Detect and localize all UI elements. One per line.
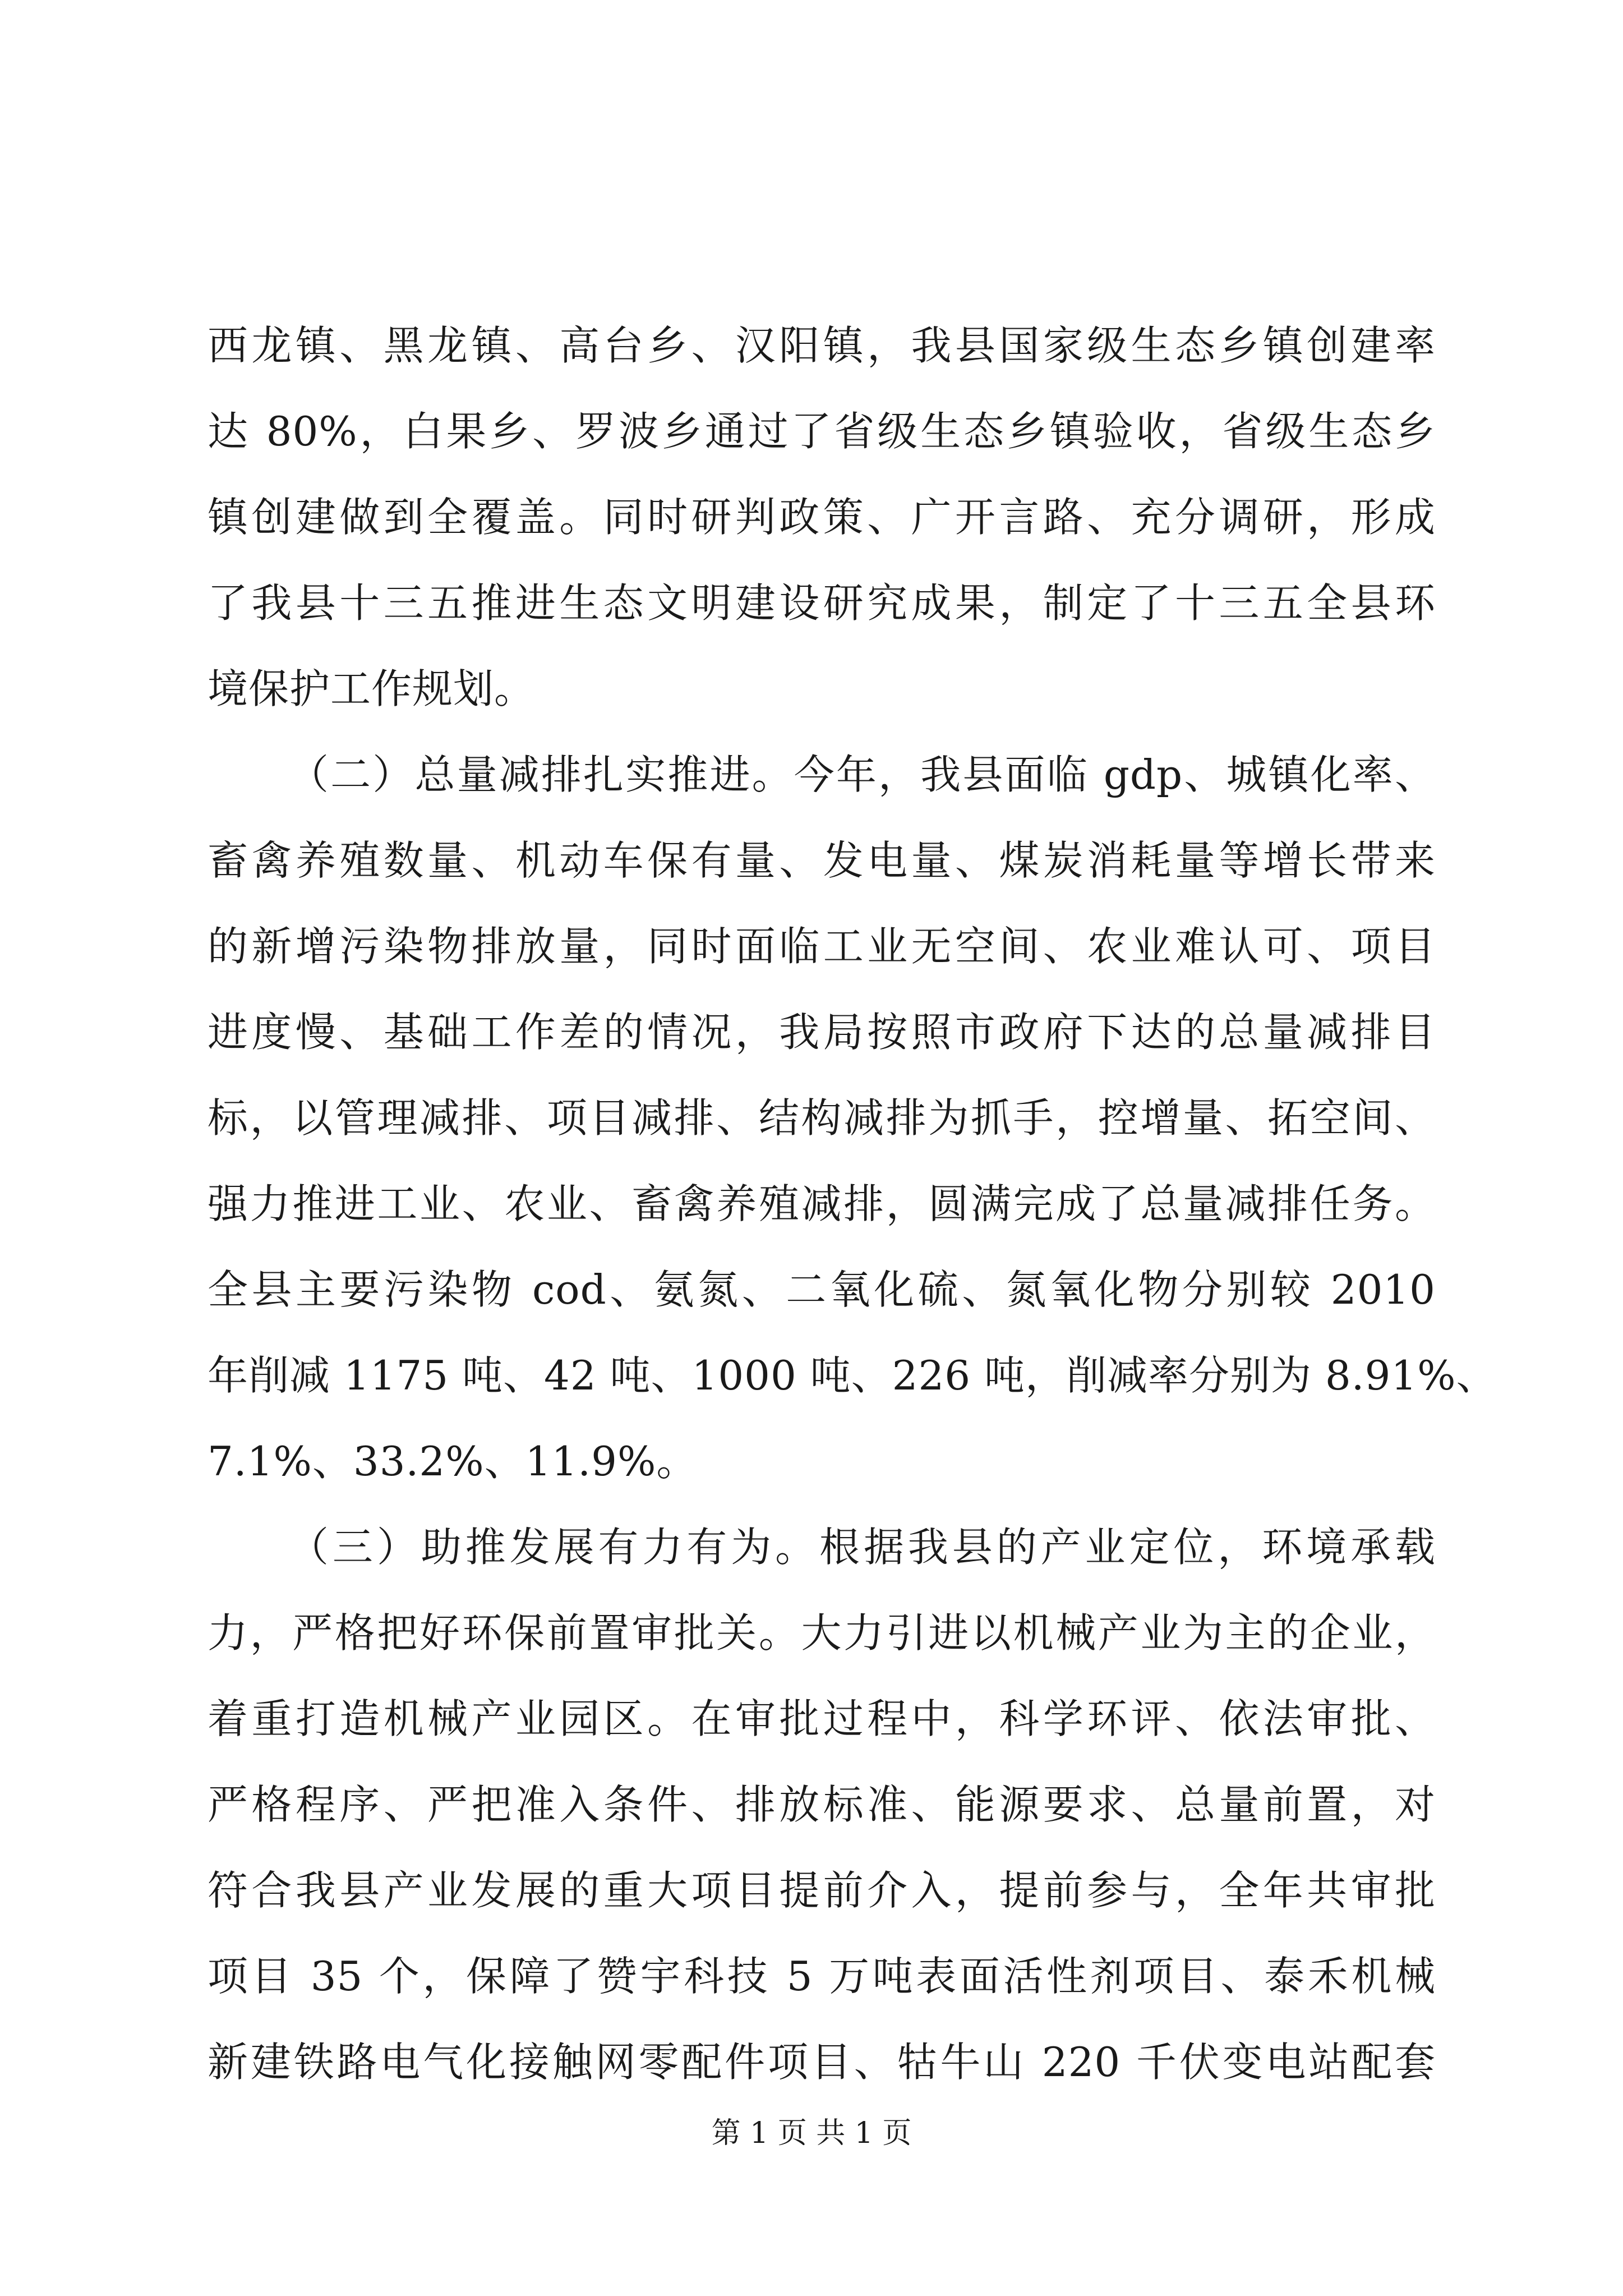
- section-heading-line: （二）总量减排扎实推进。今年，我县面临 gdp、城镇化率、: [288, 751, 1436, 798]
- text-line: 7.1%、33.2%、11.9%。: [208, 1438, 698, 1485]
- text-line: 年削减 1175 吨、42 吨、1000 吨、226 吨，削减率分别为 8.91%、: [208, 1352, 1497, 1399]
- text-line: 力，严格把好环保前置审批关。大力引进以机械产业为主的企业，: [208, 1609, 1436, 1657]
- document-body: [208, 303, 1497, 2105]
- text-line: 镇创建做到全覆盖。同时研判政策、广开言路、充分调研，形成: [208, 494, 1436, 541]
- text-line: 境保护工作规划。: [208, 665, 536, 712]
- text-line: 新建铁路电气化接触网零配件项目、牯牛山 220 千伏变电站配套: [208, 2039, 1436, 2086]
- text-line: 西龙镇、黑龙镇、高台乡、汉阳镇，我县国家级生态乡镇创建率: [208, 322, 1436, 369]
- text-line: 符合我县产业发展的重大项目提前介入，提前参与，全年共审批: [208, 1867, 1436, 1914]
- text-line: 进度慢、基础工作差的情况，我局按照市政府下达的总量减排目: [208, 1009, 1436, 1056]
- text-line: 达 80%，白果乡、罗波乡通过了省级生态乡镇验收，省级生态乡: [208, 408, 1436, 455]
- section-heading-line: （三）助推发展有力有为。根据我县的产业定位，环境承载: [288, 1524, 1436, 1571]
- text-line: 标，以管理减排、项目减排、结构减排为抓手，控增量、拓空间、: [208, 1094, 1436, 1142]
- text-line: 的新增污染物排放量，同时面临工业无空间、农业难认可、项目: [208, 923, 1436, 970]
- text-line: 了我县十三五推进生态文明建设研究成果，制定了十三五全县环: [208, 579, 1436, 627]
- text-line: 全县主要污染物 cod、氨氮、二氧化硫、氮氧化物分别较 2010: [208, 1266, 1436, 1313]
- text-line: 强力推进工业、农业、畜禽养殖减排，圆满完成了总量减排任务。: [208, 1180, 1436, 1227]
- text-line: 畜禽养殖数量、机动车保有量、发电量、煤炭消耗量等增长带来: [208, 837, 1436, 884]
- page-footer: 第 1 页 共 1 页: [711, 2116, 912, 2150]
- text-line: 严格程序、严把准入条件、排放标准、能源要求、总量前置，对: [208, 1781, 1436, 1828]
- text-line: 着重打造机械产业园区。在审批过程中，科学环评、依法审批、: [208, 1695, 1436, 1742]
- text-line: 项目 35 个，保障了赞宇科技 5 万吨表面活性剂项目、泰禾机械: [208, 1953, 1436, 2000]
